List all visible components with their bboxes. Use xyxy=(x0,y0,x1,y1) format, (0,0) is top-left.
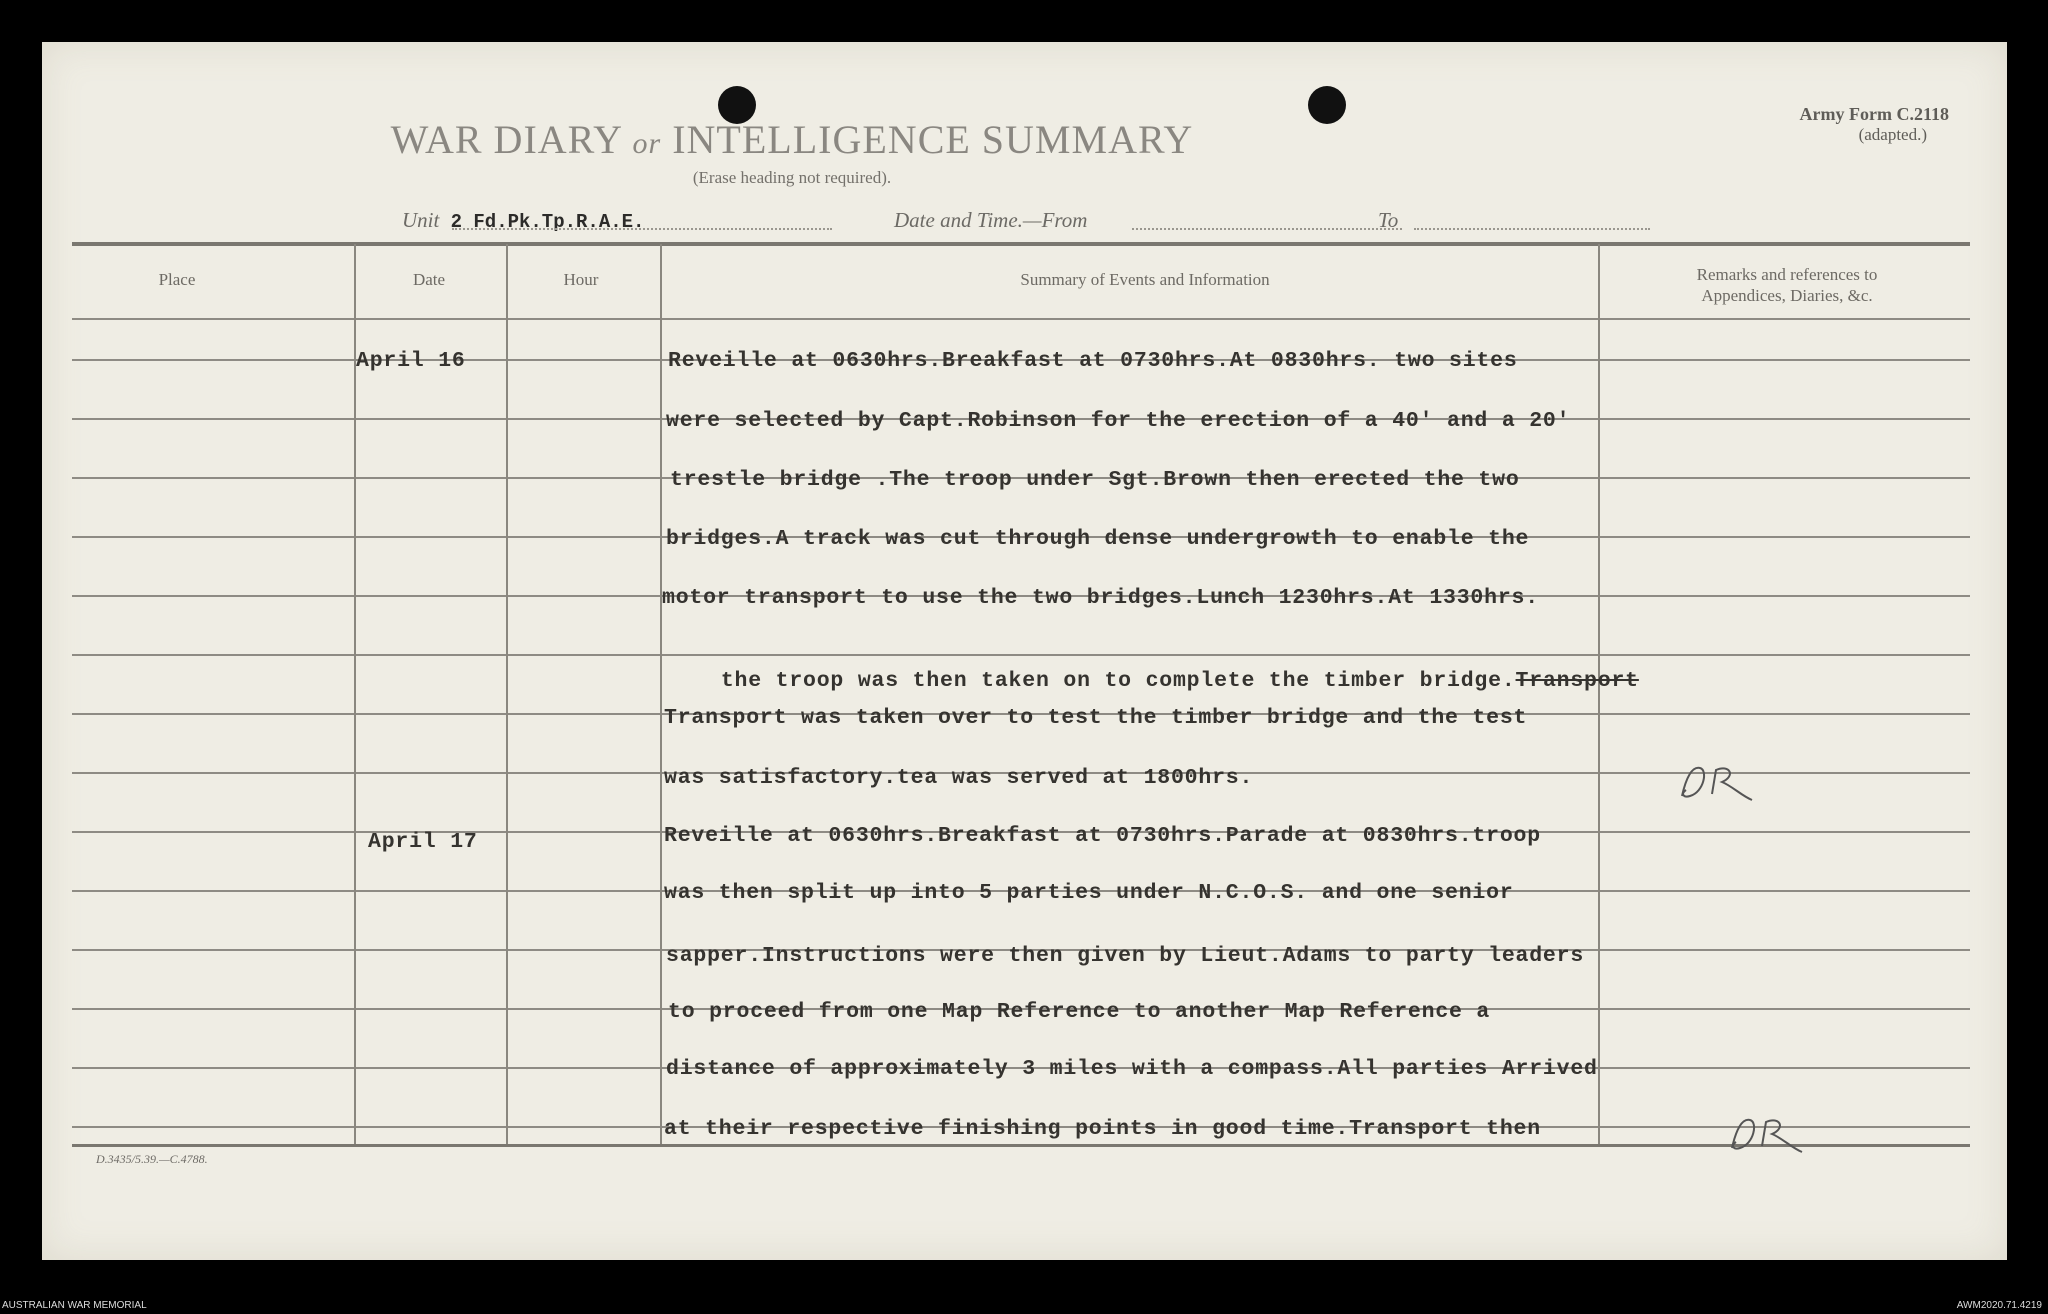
footer-archive: AUSTRALIAN WAR MEMORIAL xyxy=(2,1300,147,1311)
col-header-remarks: Remarks and references to Appendices, Diaries, &c. xyxy=(1696,265,1878,305)
summary-line: was then split up into 5 parties under N.C.O.S. and one senior xyxy=(664,881,1514,905)
col-header-place: Place xyxy=(158,270,196,289)
summary-line: were selected by Capt.Robinson for the erection of a 40' and a 20' xyxy=(666,409,1571,433)
unit-field: Unit 2 Fd.Pk.Tp.R.A.E. xyxy=(402,208,645,233)
army-form-number: Army Form C.2118 (adapted.) xyxy=(1799,104,1949,144)
printer-code: D.3435/5.39.—C.4788. xyxy=(96,1152,208,1166)
column-rule xyxy=(354,244,356,1144)
header-rule xyxy=(72,318,1970,320)
summary-line: trestle bridge .The troop under Sgt.Brown then erected the two xyxy=(670,468,1520,492)
column-rule xyxy=(660,244,662,1144)
struck-word: Transport xyxy=(1515,669,1639,693)
table-bottom-rule xyxy=(72,1144,1970,1147)
date-time-field: Date and Time.—From xyxy=(894,208,1088,232)
entry-date: April 17 xyxy=(368,830,478,854)
summary-line: sapper.Instructions were then given by Lieut.Adams to party leaders xyxy=(666,944,1585,968)
summary-line: at their respective finishing points in good time.Transport then xyxy=(664,1117,1541,1141)
col-header-summary: Summary of Events and Information xyxy=(1020,270,1270,289)
col-header-hour: Hour xyxy=(563,270,599,289)
summary-line: Reveille at 0630hrs.Breakfast at 0730hrs.At 0830hrs. two sites xyxy=(668,349,1518,373)
summary-line: was satisfactory.tea was served at 1800hrs. xyxy=(664,766,1254,790)
summary-line: bridges.A track was cut through dense undergrowth to enable the xyxy=(666,527,1530,551)
form-subtitle: (Erase heading not required). xyxy=(692,168,892,187)
form-title: WAR DIARY or INTELLIGENCE SUMMARY xyxy=(390,117,1194,162)
footer-reference: AWM2020.71.4219 xyxy=(1956,1300,2042,1311)
entry-date: April 16 xyxy=(356,349,466,373)
handwritten-initials xyxy=(1672,758,1772,808)
summary-line: distance of approximately 3 miles with a compass.All parties Arrived xyxy=(666,1057,1598,1081)
summary-line: Reveille at 0630hrs.Breakfast at 0730hrs.Parade at 0830hrs.troop xyxy=(664,824,1541,848)
summary-line: to proceed from one Map Reference to another Map Reference a xyxy=(668,1000,1491,1024)
col-header-date: Date xyxy=(412,270,446,289)
summary-line: motor transport to use the two bridges.Lunch 1230hrs.At 1330hrs. xyxy=(662,586,1539,610)
to-field: To xyxy=(1378,208,1399,232)
column-rule xyxy=(506,244,508,1144)
table-top-rule xyxy=(72,242,1970,246)
diary-page xyxy=(42,42,2007,1260)
handwritten-initials xyxy=(1722,1110,1822,1160)
summary-line: Transport was taken over to test the timber bridge and the test xyxy=(664,706,1528,730)
summary-line: the troop was then taken on to complete the timber bridge.Transport xyxy=(720,669,1639,693)
